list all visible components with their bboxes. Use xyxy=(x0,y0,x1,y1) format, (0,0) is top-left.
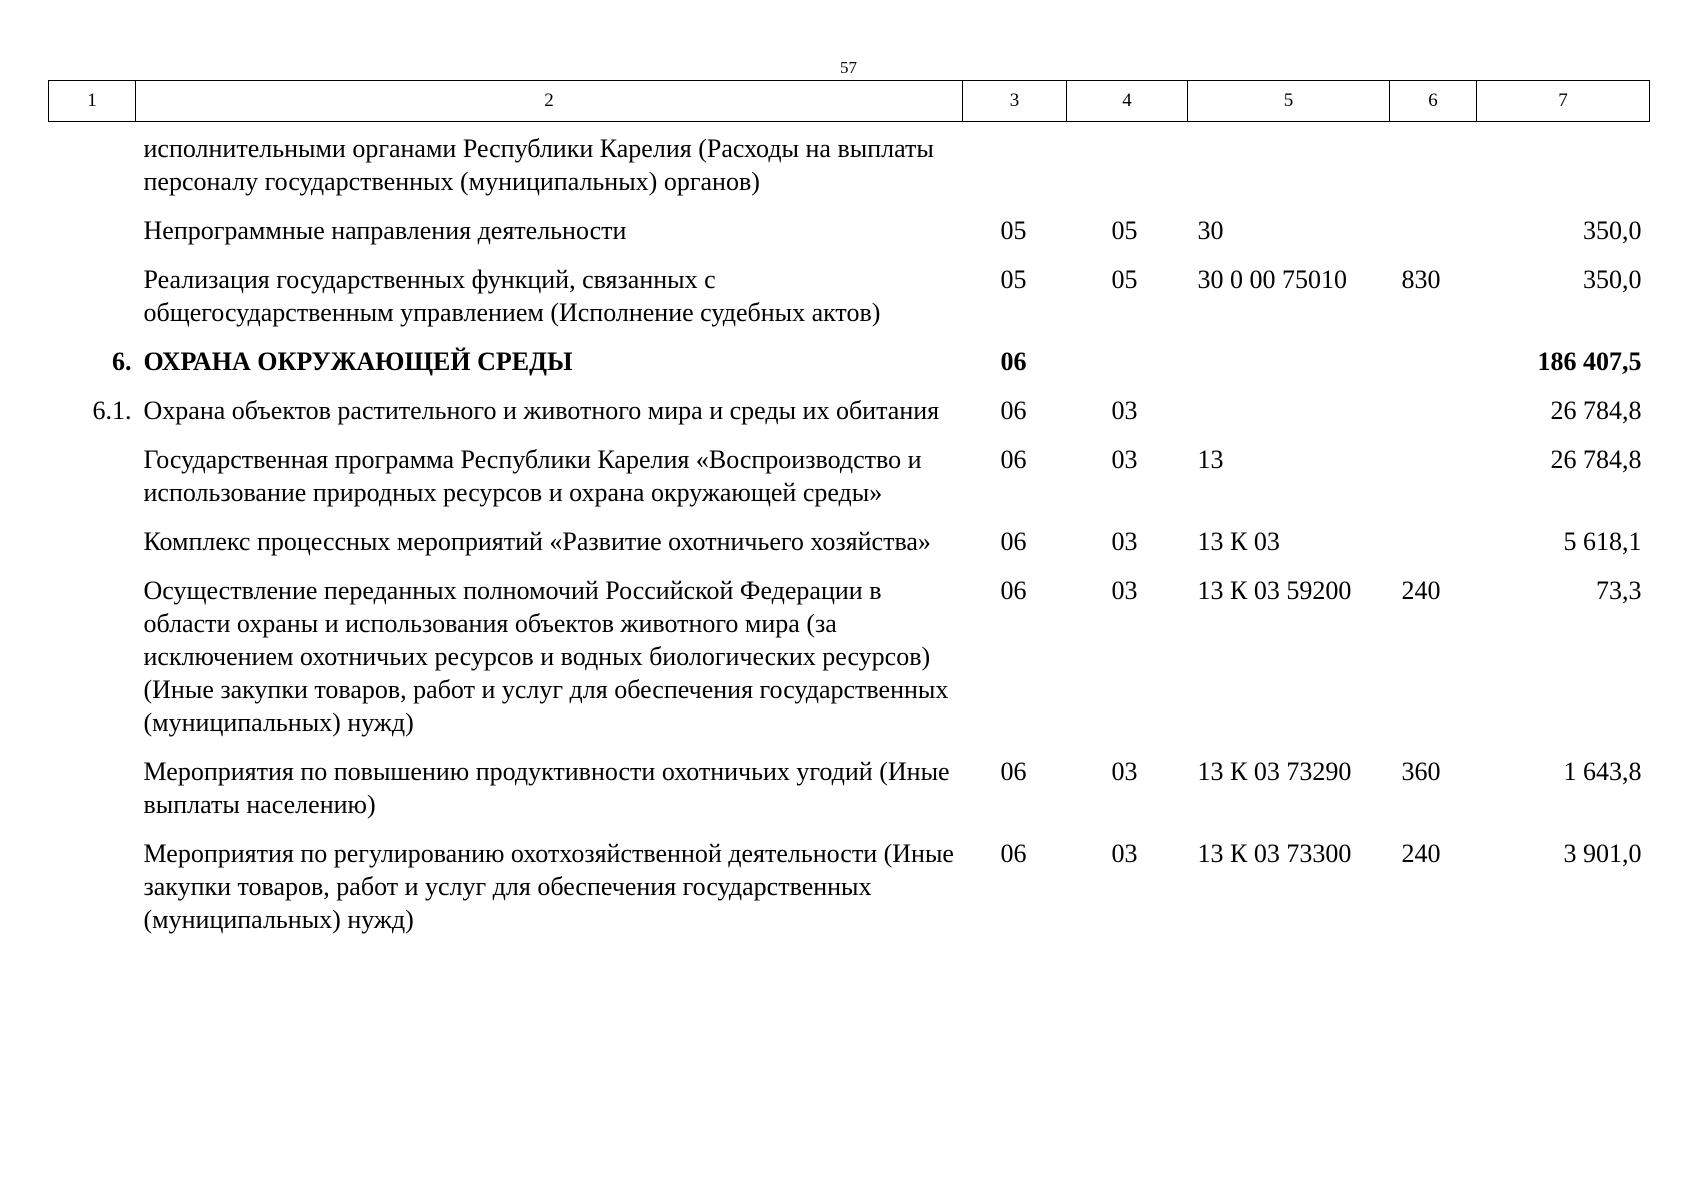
row-name: Мероприятия по регулированию охотхозяйственной деятельности (Иные закупки товаров, работ и услуг для обеспечения государственных (муниципальных) нужд) xyxy=(143,839,954,934)
column-header-3: 3 xyxy=(963,81,1067,122)
column-header-4: 4 xyxy=(1067,81,1188,122)
row-expense-type xyxy=(1390,345,1477,394)
section-row xyxy=(49,345,1650,394)
row-number xyxy=(49,837,136,952)
row-subsection: 03 xyxy=(1111,839,1138,868)
table-row xyxy=(49,755,1650,837)
row-name: Комплекс процессных мероприятий «Развитие охотничьего хозяйства» xyxy=(143,527,931,556)
row-number xyxy=(49,214,136,263)
row-sum xyxy=(1477,122,1650,215)
row-expense-type: 240 xyxy=(1401,576,1441,605)
row-name: Реализация государственных функций, связанных с общегосударственным управлением (Исполнение судебных актов) xyxy=(143,265,881,327)
row-section: 05 xyxy=(1000,216,1027,245)
row-sum: 1 643,8 xyxy=(1563,757,1642,786)
row-section: 06 xyxy=(1000,757,1027,786)
row-section: 06 xyxy=(1000,527,1027,556)
row-name: Охрана объектов растительного и животного мира и среды их обитания xyxy=(143,396,940,425)
row-number xyxy=(49,525,136,574)
row-expense-type: 830 xyxy=(1401,265,1441,294)
column-header-5: 5 xyxy=(1188,81,1390,122)
row-target-article: 13 К 03 59200 xyxy=(1197,576,1352,605)
row-number xyxy=(49,122,136,215)
column-header-1: 1 xyxy=(49,81,136,122)
row-expense-type xyxy=(1390,214,1477,263)
row-subsection: 05 xyxy=(1111,216,1138,245)
row-number xyxy=(49,263,136,345)
table-row xyxy=(49,263,1650,345)
row-subsection: 05 xyxy=(1111,265,1138,294)
section-sum: 186 407,5 xyxy=(1537,347,1642,376)
row-sum: 26 784,8 xyxy=(1550,445,1642,474)
row-subsection: 03 xyxy=(1111,527,1138,556)
table-row xyxy=(49,525,1650,574)
row-target-article: 13 xyxy=(1197,445,1224,474)
row-sum: 26 784,8 xyxy=(1550,396,1642,425)
row-section: 06 xyxy=(1000,347,1027,376)
row-subsection: 03 xyxy=(1111,757,1138,786)
table-row xyxy=(49,214,1650,263)
row-target-article: 30 0 00 75010 xyxy=(1197,265,1347,294)
row-subsection: 03 xyxy=(1111,576,1138,605)
row-name: Государственная программа Республики Карелия «Воспроизводство и использование природных ресурсов и охрана окружающей среды» xyxy=(143,445,922,507)
row-expense-type: 360 xyxy=(1401,757,1441,786)
row-target-article: 13 К 03 73290 xyxy=(1197,757,1352,786)
row-name: Мероприятия по повышению продуктивности охотничьих угодий (Иные выплаты населению) xyxy=(143,757,950,819)
table-row xyxy=(49,443,1650,525)
row-section: 05 xyxy=(1000,265,1027,294)
row-expense-type xyxy=(1390,122,1477,215)
row-target-article xyxy=(1188,122,1390,215)
row-number xyxy=(49,443,136,525)
table-row xyxy=(49,394,1650,443)
row-target-article xyxy=(1188,345,1390,394)
row-number: 6.1. xyxy=(92,396,132,425)
row-name: Осуществление переданных полномочий Российской Федерации в области охраны и использования объектов животного мира (за исключением охотничьих ресурсов и водных биологических ресурсов) (Иные закупки товаров, работ и услуг для обеспечения государственных (муниципальных) нужд) xyxy=(143,576,949,737)
table-row xyxy=(49,837,1650,952)
page-number: 57 xyxy=(840,58,857,77)
row-expense-type xyxy=(1390,525,1477,574)
section-title: ОХРАНА ОКРУЖАЮЩЕЙ СРЕДЫ xyxy=(143,347,573,376)
row-sum: 350,0 xyxy=(1583,265,1642,294)
column-header-7: 7 xyxy=(1477,81,1650,122)
row-sum: 350,0 xyxy=(1583,216,1642,245)
column-header-6: 6 xyxy=(1390,81,1477,122)
section-number: 6. xyxy=(112,347,132,376)
row-target-article: 13 К 03 xyxy=(1197,527,1280,556)
row-sum: 73,3 xyxy=(1596,576,1642,605)
row-target-article xyxy=(1188,394,1390,443)
row-number xyxy=(49,755,136,837)
row-subsection: 03 xyxy=(1111,445,1138,474)
row-section: 06 xyxy=(1000,576,1027,605)
row-subsection xyxy=(1067,345,1188,394)
budget-table xyxy=(48,80,1650,952)
row-section: 06 xyxy=(1000,396,1027,425)
row-sum: 3 901,0 xyxy=(1563,839,1642,868)
column-header-2: 2 xyxy=(136,81,963,122)
row-number xyxy=(49,574,136,755)
row-subsection: 03 xyxy=(1111,396,1138,425)
row-target-article: 30 xyxy=(1197,216,1224,245)
row-expense-type xyxy=(1390,394,1477,443)
row-name: исполнительными органами Республики Карелия (Расходы на выплаты персоналу государственных (муниципальных) органов) xyxy=(143,134,934,196)
row-section: 06 xyxy=(1000,839,1027,868)
row-expense-type xyxy=(1390,443,1477,525)
table-row xyxy=(49,574,1650,755)
row-subsection xyxy=(1067,122,1188,215)
table-header-row xyxy=(49,81,1650,122)
row-section xyxy=(963,122,1067,215)
row-expense-type: 240 xyxy=(1401,839,1441,868)
row-name: Непрограммные направления деятельности xyxy=(143,216,627,245)
row-section: 06 xyxy=(1000,445,1027,474)
row-target-article: 13 К 03 73300 xyxy=(1197,839,1352,868)
table-row xyxy=(49,122,1650,215)
row-sum: 5 618,1 xyxy=(1563,527,1642,556)
